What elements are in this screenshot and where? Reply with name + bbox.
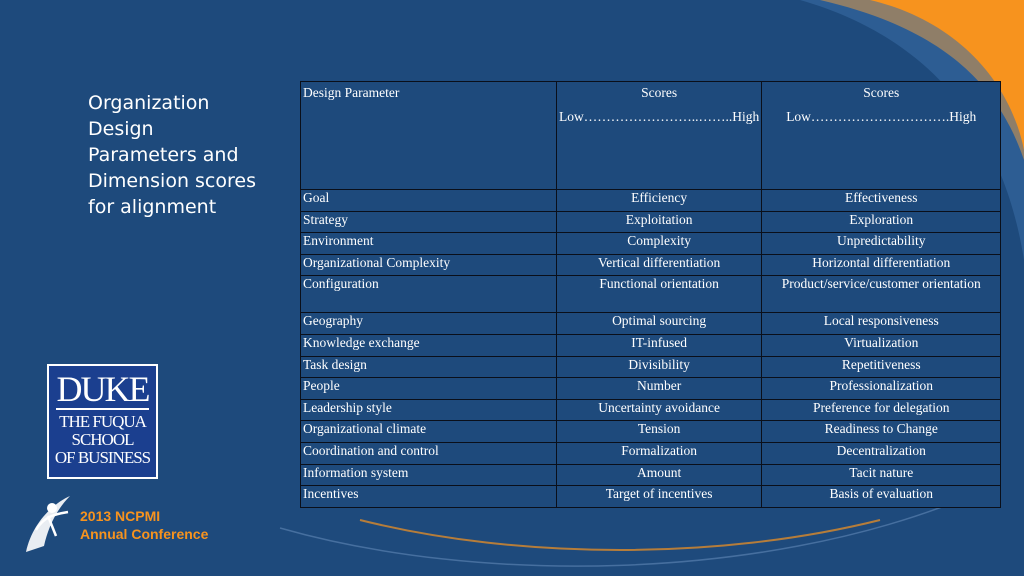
parameters-table-container [300,81,1001,508]
parameter-cell: Knowledge exchange [301,334,557,356]
parameter-cell: Organizational climate [301,421,557,443]
table-row [301,254,1001,276]
conference-logo-line1: 2013 NCPMI [80,508,161,524]
parameter-cell: Strategy [301,211,557,233]
duke-fuqua-logo [47,364,158,479]
high-score-cell: Local responsiveness [762,313,1001,335]
low-score-cell: Vertical differentiation [557,254,762,276]
high-score-cell: Effectiveness [762,190,1001,212]
table-row [301,334,1001,356]
parameter-cell: Geography [301,313,557,335]
high-score-cell: Professionalization [762,378,1001,400]
low-score-cell: Efficiency [557,190,762,212]
parameter-cell: Leadership style [301,399,557,421]
header-scores-2 [762,82,1001,190]
conference-logo-text [80,507,208,543]
table-row [301,356,1001,378]
low-score-cell: Number [557,378,762,400]
table-row [301,378,1001,400]
low-score-cell: Complexity [557,233,762,255]
parameter-cell: Task design [301,356,557,378]
parameter-cell: Organizational Complexity [301,254,557,276]
parameter-cell: Coordination and control [301,442,557,464]
header-scores-1 [557,82,762,190]
slide-title: Organization Design Parameters and Dimension scores for alignment [88,92,256,218]
bottom-light-curve [280,500,960,566]
duke-logo-line: OF BUSINESS [54,448,151,467]
high-score-cell: Readiness to Change [762,421,1001,443]
high-score-cell: Decentralization [762,442,1001,464]
table-header-row [301,82,1001,190]
high-score-cell: Repetitiveness [762,356,1001,378]
low-score-cell: Formalization [557,442,762,464]
high-score-cell: Product/service/customer orientation [762,276,1001,313]
parameter-cell: People [301,378,557,400]
low-score-cell: Exploitation [557,211,762,233]
low-score-cell: Functional orientation [557,276,762,313]
low-score-cell: Uncertainty avoidance [557,399,762,421]
duke-logo-line: THE FUQUA [59,412,146,431]
high-score-cell: Virtualization [762,334,1001,356]
table-row [301,421,1001,443]
table-row [301,313,1001,335]
low-score-cell: Optimal sourcing [557,313,762,335]
low-score-cell: Target of incentives [557,486,762,508]
design-parameters-table [300,81,1001,508]
header-scores-1-scale: Low……………………..……..High [559,109,760,124]
header-design-parameter: Design Parameter [301,82,557,190]
table-row [301,190,1001,212]
high-score-cell: Horizontal differentiation [762,254,1001,276]
high-score-cell: Preference for delegation [762,399,1001,421]
header-scores-1-title: Scores [641,85,678,100]
table-row [301,464,1001,486]
low-score-cell: Tension [557,421,762,443]
table-row [301,442,1001,464]
parameter-cell: Incentives [301,486,557,508]
high-score-cell: Basis of evaluation [762,486,1001,508]
low-score-cell: Amount [557,464,762,486]
parameter-cell: Goal [301,190,557,212]
duke-logo-line: SCHOOL [71,430,134,449]
high-score-cell: Unpredictability [762,233,1001,255]
header-scores-2-title: Scores [863,85,900,100]
conference-logo-line2: Annual Conference [80,526,209,542]
high-score-cell: Tacit nature [762,464,1001,486]
parameter-cell: Information system [301,464,557,486]
table-row [301,233,1001,255]
duke-logo-wordmark: DUKE [56,369,149,409]
low-score-cell: IT-infused [557,334,762,356]
header-scores-2-scale: Low………………………….High [786,109,977,124]
table-row [301,486,1001,508]
parameter-cell: Environment [301,233,557,255]
parameter-cell: Configuration [301,276,557,313]
high-score-cell: Exploration [762,211,1001,233]
table-row [301,399,1001,421]
table-row [301,211,1001,233]
low-score-cell: Divisibility [557,356,762,378]
table-row [301,276,1001,313]
